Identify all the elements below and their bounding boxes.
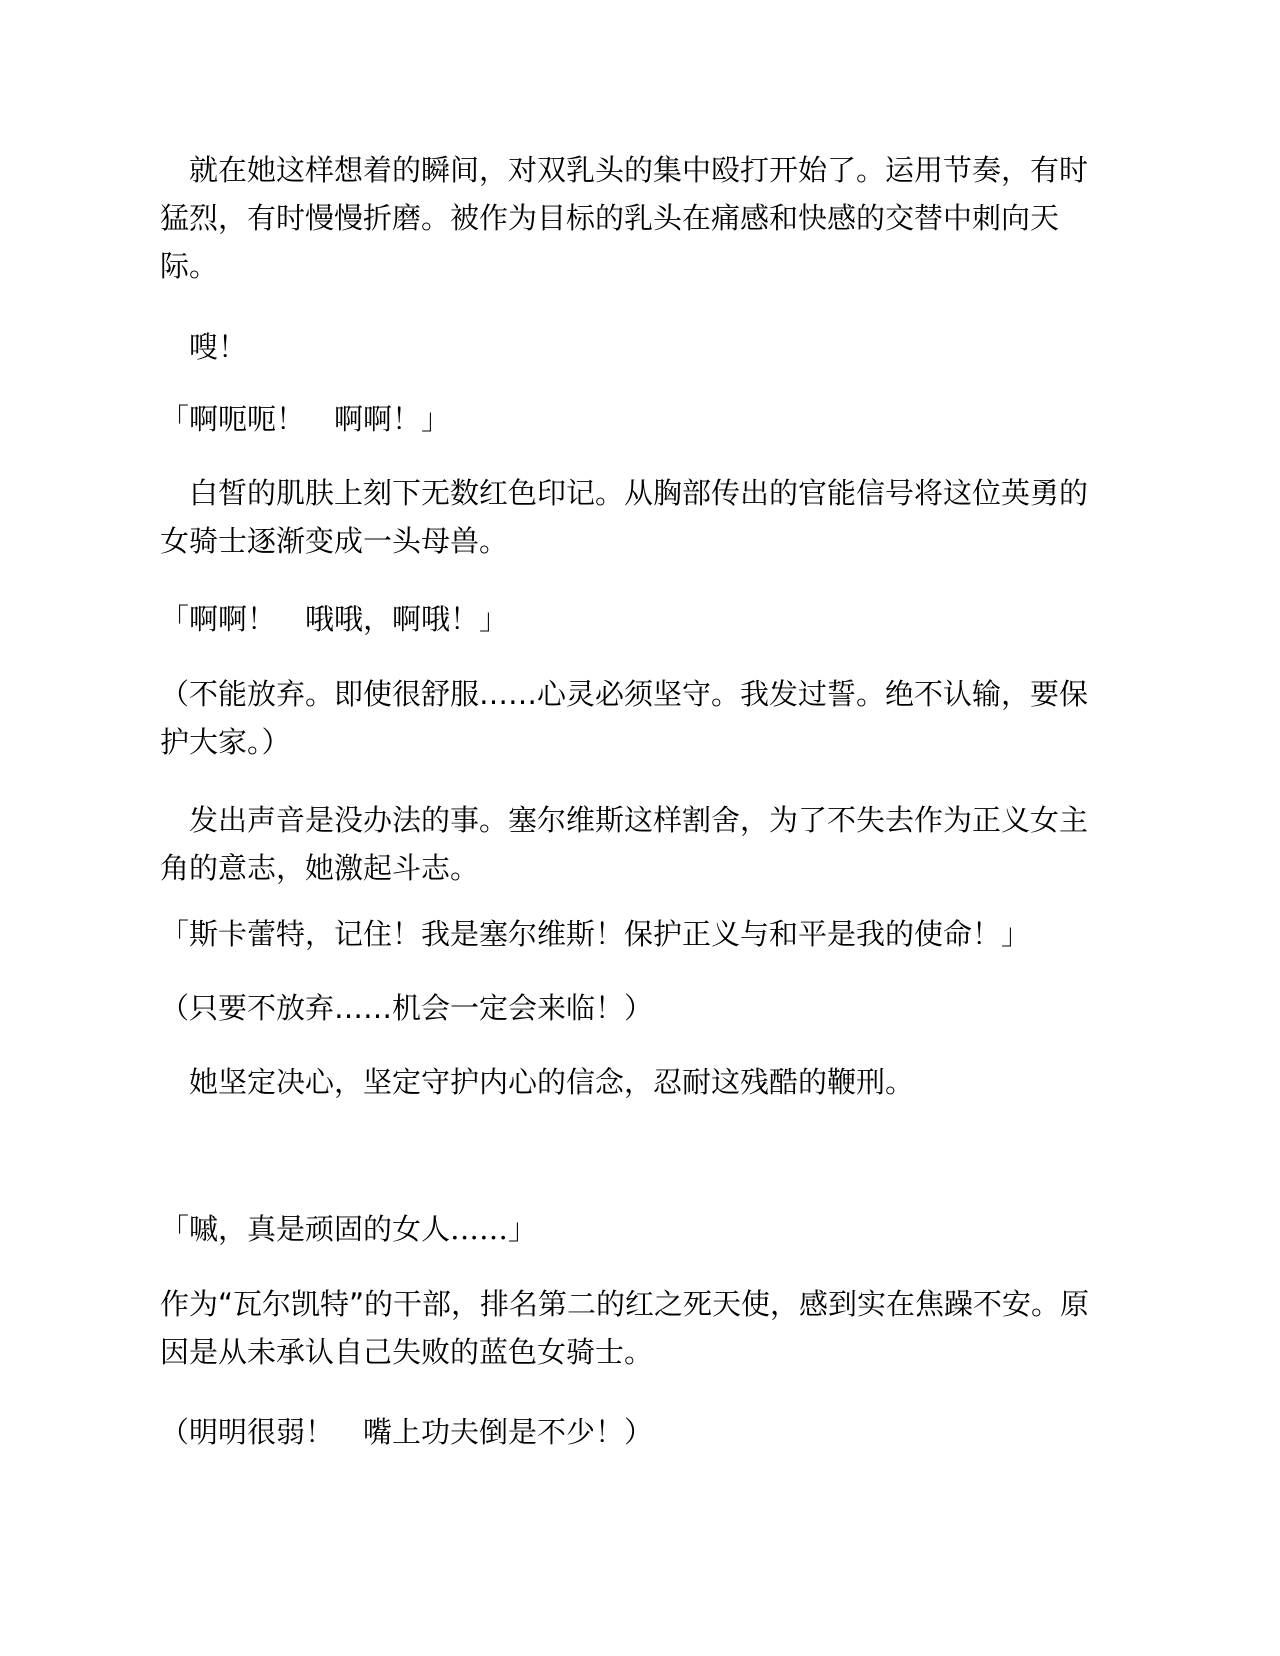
- paragraph-5: 「啊啊！ 哦哦，啊哦！」: [160, 602, 509, 636]
- paragraph-12: 作为“瓦尔凯特”的干部，排名第二的红之死天使，感到实在焦躁不安。原因是从未承认自己失败的蓝色女骑士。: [160, 1287, 1090, 1369]
- paragraph-7: 发出声音是没办法的事。塞尔维斯这样割舍，为了不失去作为正义女主角的意志，她激起斗志。: [160, 803, 1089, 885]
- paragraph-9: （只要不放弃……机会一定会来临！）: [160, 991, 654, 1025]
- paragraph-13: （明明很弱！ 嘴上功夫倒是不少！）: [160, 1415, 654, 1449]
- paragraph-10: 她坚定决心，坚定守护内心的信念，忍耐这残酷的鞭刑。: [160, 1065, 915, 1099]
- paragraph-1: 就在她这样想着的瞬间，对双乳头的集中殴打开始了。运用节奏，有时猛烈，有时慢慢折磨。被作为目标的乳头在痛感和快感的交替中刺向天际。: [160, 153, 1089, 283]
- paragraph-2: 嗖！: [160, 330, 248, 364]
- paragraph-3: 「啊呃呃！ 啊啊！」: [160, 402, 451, 436]
- paragraph-8: 「斯卡蕾特，记住！我是塞尔维斯！保护正义与和平是我的使命！」: [160, 917, 1031, 951]
- paragraph-6: （不能放弃。即使很舒服……心灵必须坚守。我发过誓。绝不认输，要保护大家。）: [160, 677, 1089, 759]
- paragraph-4: 白皙的肌肤上刻下无数红色印记。从胸部传出的官能信号将这位英勇的女骑士逐渐变成一头母兽。: [160, 476, 1089, 558]
- paragraph-11: 「嘁，真是顽固的女人……」: [160, 1212, 538, 1246]
